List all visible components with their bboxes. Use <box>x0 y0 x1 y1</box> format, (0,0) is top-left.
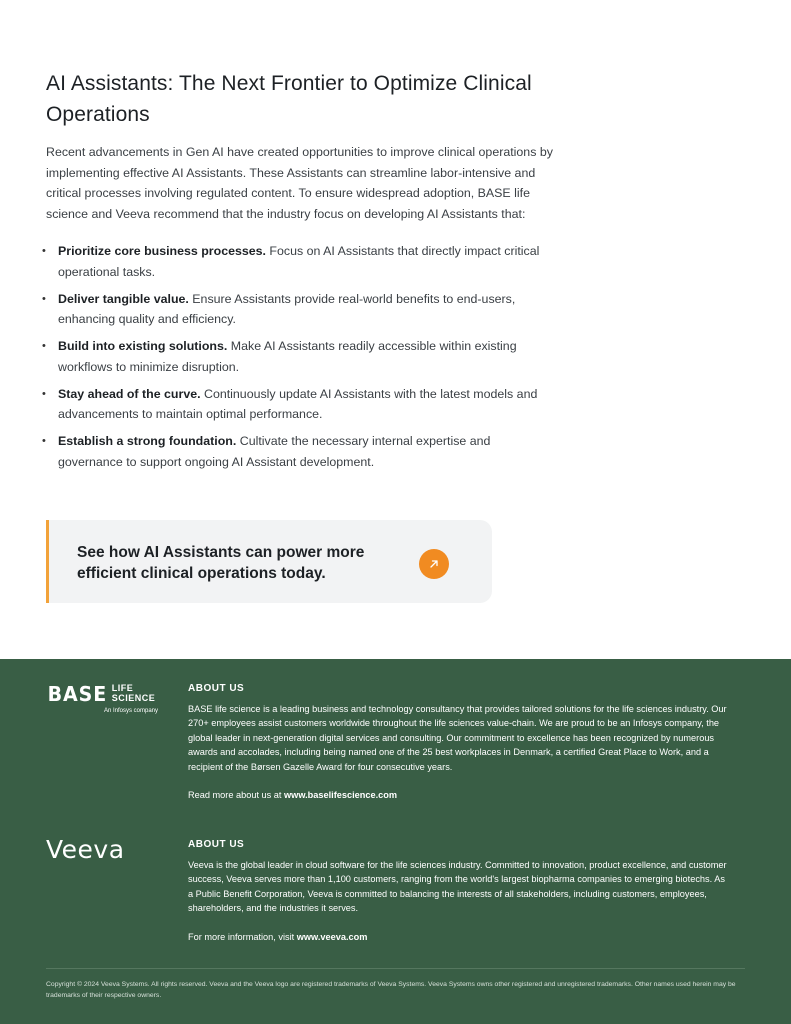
list-item <box>42 384 558 425</box>
about-heading: ABOUT US <box>188 683 245 694</box>
point-title: Prioritize core business processes. <box>58 244 266 258</box>
list-item <box>42 336 558 377</box>
point-text: Cultivate the necessary internal expertise and governance to support ongoing AI Assistant development. <box>58 434 491 469</box>
logo-word: BASE <box>47 682 108 706</box>
bullet-icon: • <box>42 292 46 305</box>
cta-card[interactable] <box>46 520 492 603</box>
bullet-icon: • <box>42 340 46 352</box>
copyright: Copyright © 2024 Veeva Systems. All rights reserved. Veeva and the Veeva logo are registered trademarks of Veeva Systems. Veeva Systems owns other registered and unregistered trademarks. Other names used herein may be trademarks of their respective owners. <box>46 981 736 999</box>
point-title: Deliver tangible value. <box>58 291 189 306</box>
read-more: Read more about us at www.baselifescience.com <box>188 790 398 801</box>
about-body: BASE life science is a leading business and technology consultancy that provides tailored solutions for the life sciences industry. Our 270+ employees assist customers worldwide throughout the life sciences value-chain. We are proud to be an Infosys company, the global leader in next-generation digital services and consulting. Our commitment to excellence has been recognized by numerous awards and accolades, including being named one of the 25 best workplaces in Denmark, a certified Great Place to Work, and a recipient of the Børsen Gazelle Award for four consecutive years. <box>188 704 727 772</box>
recommendation-list <box>42 241 576 472</box>
about-veeva <box>188 839 730 944</box>
veeva-logo: Veeva <box>46 835 125 864</box>
point-title: Build into existing solutions. <box>58 339 228 353</box>
list-item <box>42 289 558 330</box>
arrow-up-right-icon <box>428 558 440 570</box>
cta-button[interactable] <box>419 549 449 579</box>
divider <box>46 968 745 969</box>
logo-subtitle: LIFE SCIENCE <box>111 683 156 703</box>
point-text: Focus on AI Assistants that directly impact critical operational tasks. <box>58 244 540 279</box>
bullet-icon: • <box>42 245 46 257</box>
footer <box>0 659 791 1024</box>
point-title: Stay ahead of the curve. <box>58 386 201 401</box>
list-item <box>42 431 558 472</box>
base-website-link[interactable]: www.baselifescience.com <box>284 790 398 801</box>
about-heading: ABOUT US <box>188 839 245 850</box>
bullet-icon: • <box>42 387 46 400</box>
point-text: Continuously update AI Assistants with the latest models and advancements to maintain optimal performance. <box>58 386 538 421</box>
cta-text[interactable]: See how AI Assistants can power more efficient clinical operations today. <box>77 544 365 582</box>
read-more: For more information, visit www.veeva.com <box>188 931 368 942</box>
about-base <box>188 683 730 802</box>
base-life-science-logo <box>46 683 158 714</box>
list-item <box>42 241 558 282</box>
point-text: Ensure Assistants provide real-world benefits to end-users, enhancing quality and efficiency. <box>58 291 516 326</box>
point-title: Establish a strong foundation. <box>58 434 237 448</box>
veeva-website-link[interactable]: www.veeva.com <box>296 931 368 942</box>
point-text: Make AI Assistants readily accessible within existing workflows to minimize disruption. <box>58 339 517 374</box>
bullet-icon: • <box>42 435 46 447</box>
article <box>42 68 576 479</box>
page-title: AI Assistants: The Next Frontier to Optimize Clinical Operations <box>46 72 532 126</box>
about-body: Veeva is the global leader in cloud software for the life sciences industry. Committed to innovation, product excellence, and customer success, Veeva serves more than 1,100 customers, ranging from the world's largest biopharma companies to emerging biotechs. As a Public Benefit Corporation, Veeva is committed to balancing the interests of all stakeholders, including customers, employees, shareholders, and the industries it serves. <box>188 860 727 914</box>
logo-tagline: An Infosys company <box>103 708 158 714</box>
intro-paragraph: Recent advancements in Gen AI have created opportunities to improve clinical operations by implementing effective AI Assistants. These Assistants can streamline labor-intensive and critical processes involving regulated content. To ensure widespread adoption, BASE life science and Veeva recommend that the industry focus on developing AI Assistants that: <box>46 145 553 221</box>
